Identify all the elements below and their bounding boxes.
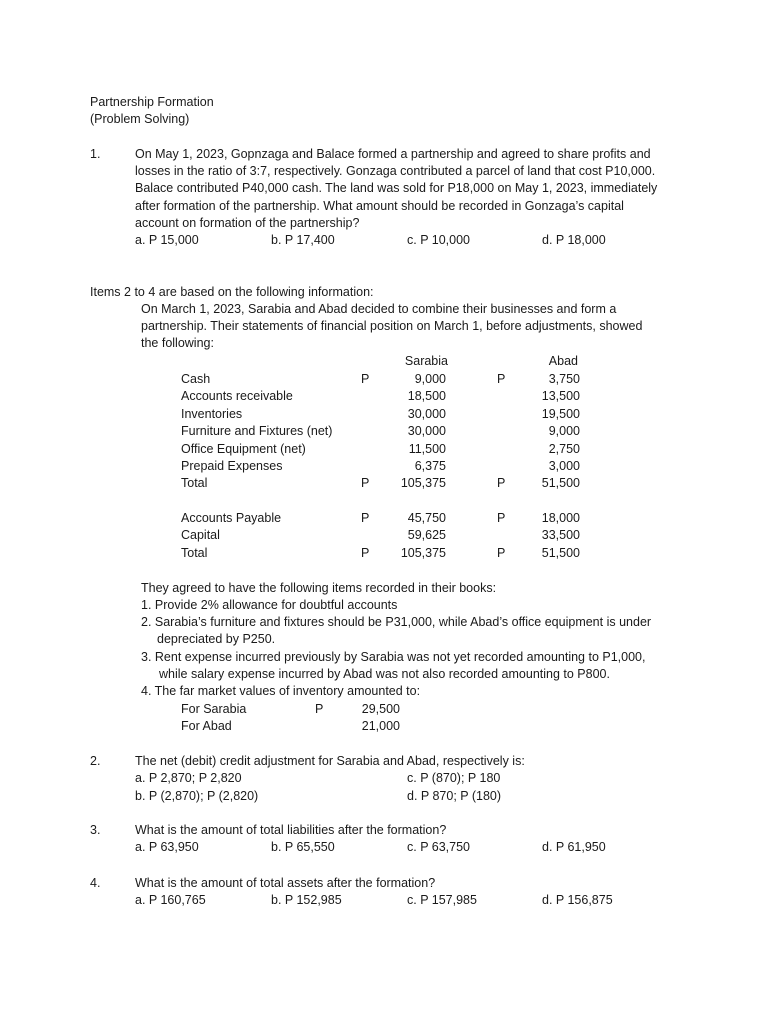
info-line: partnership. Their statements of financial position on March 1, before adjustments, showed — [141, 319, 643, 334]
abad-amount: 51,500 — [541, 476, 580, 491]
row-label: Total — [181, 545, 208, 560]
abad-amount: 18,000 — [541, 511, 580, 525]
agreements-intro: They agreed to have the following items recorded in their books: — [141, 581, 497, 595]
agreement-item-3: 3. Rent expense incurred previously by Sarabia was not yet recorded amounting to P1,000, — [141, 650, 646, 664]
row-label: Accounts Payable — [181, 511, 282, 525]
q2-text: The net (debit) credit adjustment for Sarabia and Abad, respectively is: — [135, 754, 525, 768]
sarabia-amount: 105,375 — [400, 476, 446, 491]
q3-choice-b: b. P 65,550 — [271, 840, 335, 854]
q1-choice-a: a. P 15,000 — [135, 233, 199, 247]
sarabia-amount: 9,000 — [414, 372, 446, 386]
row-label: Capital — [181, 528, 220, 543]
abad-amount: 13,500 — [541, 389, 580, 404]
q4-number: 4. — [90, 876, 101, 890]
row-label: Cash — [181, 372, 211, 386]
sarabia-amount: 30,000 — [407, 424, 446, 439]
abad-amount: 33,500 — [541, 528, 580, 543]
sarabia-amount: 11,500 — [408, 441, 446, 456]
q4-choice-b: b. P 152,985 — [271, 893, 342, 907]
q3-choice-a: a. P 63,950 — [135, 840, 199, 854]
agreement-item-3-cont: while salary expense incurred by Abad was not also recorded amounting to P800. — [159, 667, 610, 681]
q1-choice-b: b. P 17,400 — [271, 233, 335, 247]
q1-choice-d: d. P 18,000 — [542, 233, 606, 247]
q2-choice-b: b. P (2,870); P (2,820) — [135, 789, 259, 803]
inventory-value: 21,000 — [361, 719, 400, 733]
sarabia-amount: 30,000 — [407, 406, 446, 421]
col-header-abad: Abad — [548, 354, 578, 368]
sarabia-peso: P — [361, 545, 370, 560]
abad-peso: P — [497, 511, 506, 525]
q1-line: losses in the ratio of 3:7, respectively. Gonzaga contributed a parcel of land that cost P10,000. — [135, 164, 656, 179]
q1-number: 1. — [90, 147, 101, 161]
agreement-item-2-cont: depreciated by P250. — [157, 632, 276, 646]
info-line: On March 1, 2023, Sarabia and Abad decided to combine their businesses and form a — [141, 302, 617, 316]
abad-amount: 3,750 — [548, 372, 580, 386]
row-label: Prepaid Expenses — [181, 459, 283, 473]
q2-choice-d: d. P 870; P (180) — [407, 789, 502, 803]
inventory-label: For Abad — [181, 719, 232, 733]
sarabia-peso: P — [361, 372, 370, 386]
q3-text: What is the amount of total liabilities after the formation? — [135, 823, 447, 837]
row-label: Office Equipment (net) — [181, 441, 306, 456]
q1-line: after formation of the partnership. What amount should be recorded in Gonzaga’s capital — [135, 198, 624, 213]
q2-choice-a: a. P 2,870; P 2,820 — [135, 771, 242, 785]
inventory-value: 29,500 — [361, 702, 400, 716]
sarabia-amount: 18,500 — [407, 389, 446, 404]
q3-choice-c: c. P 63,750 — [407, 840, 471, 854]
q4-choice-d: d. P 156,875 — [542, 893, 613, 907]
q4-choice-c: c. P 157,985 — [407, 893, 477, 907]
info-line: the following: — [141, 336, 214, 351]
abad-peso: P — [497, 372, 506, 386]
abad-peso: P — [497, 545, 506, 560]
row-label: Furniture and Fixtures (net) — [181, 424, 333, 439]
info-text — [141, 301, 642, 353]
sarabia-amount: 45,750 — [407, 511, 446, 525]
sarabia-peso: P — [361, 511, 370, 525]
page-title: Partnership Formation — [90, 95, 214, 109]
abad-peso: P — [497, 476, 506, 491]
abad-amount: 51,500 — [541, 545, 580, 560]
agreement-item-2: 2. Sarabia’s furniture and fixtures should be P31,000, while Abad’s office equipment is under — [141, 615, 652, 629]
row-label: Total — [181, 476, 208, 491]
q1-choice-c: c. P 10,000 — [407, 233, 471, 247]
abad-amount: 9,000 — [548, 424, 580, 439]
inventory-label: For Sarabia — [181, 702, 247, 716]
row-label: Inventories — [181, 406, 243, 421]
row-label: Accounts receivable — [181, 389, 293, 404]
sarabia-amount: 105,375 — [400, 545, 446, 560]
page-subtitle: (Problem Solving) — [90, 112, 190, 126]
q3-choice-d: d. P 61,950 — [542, 840, 606, 854]
q1-text — [135, 146, 657, 232]
q1-line: Balace contributed P40,000 cash. The land was sold for P18,000 on May 1, 2023, immediately — [135, 181, 658, 196]
q4-text: What is the amount of total assets after the formation? — [135, 876, 436, 890]
q2-choice-c: c. P (870); P 180 — [407, 771, 501, 785]
q1-line: On May 1, 2023, Gopnzaga and Balace formed a partnership and agreed to share profits and — [135, 147, 651, 161]
sarabia-amount: 6,375 — [414, 459, 446, 473]
inventory-peso: P — [315, 702, 324, 716]
info-heading: Items 2 to 4 are based on the following information: — [90, 285, 374, 299]
col-header-sarabia: Sarabia — [404, 354, 448, 368]
q4-choice-a: a. P 160,765 — [135, 893, 206, 907]
agreement-item-1: 1. Provide 2% allowance for doubtful accounts — [141, 598, 398, 612]
q3-number: 3. — [90, 823, 101, 837]
q2-number: 2. — [90, 754, 101, 768]
abad-amount: 2,750 — [548, 441, 580, 456]
sarabia-amount: 59,625 — [407, 528, 446, 543]
abad-amount: 19,500 — [541, 406, 580, 421]
agreement-item-4: 4. The far market values of inventory amounted to: — [141, 684, 421, 698]
q1-line: account on formation of the partnership? — [135, 215, 360, 230]
abad-amount: 3,000 — [548, 459, 580, 473]
sarabia-peso: P — [361, 476, 370, 491]
